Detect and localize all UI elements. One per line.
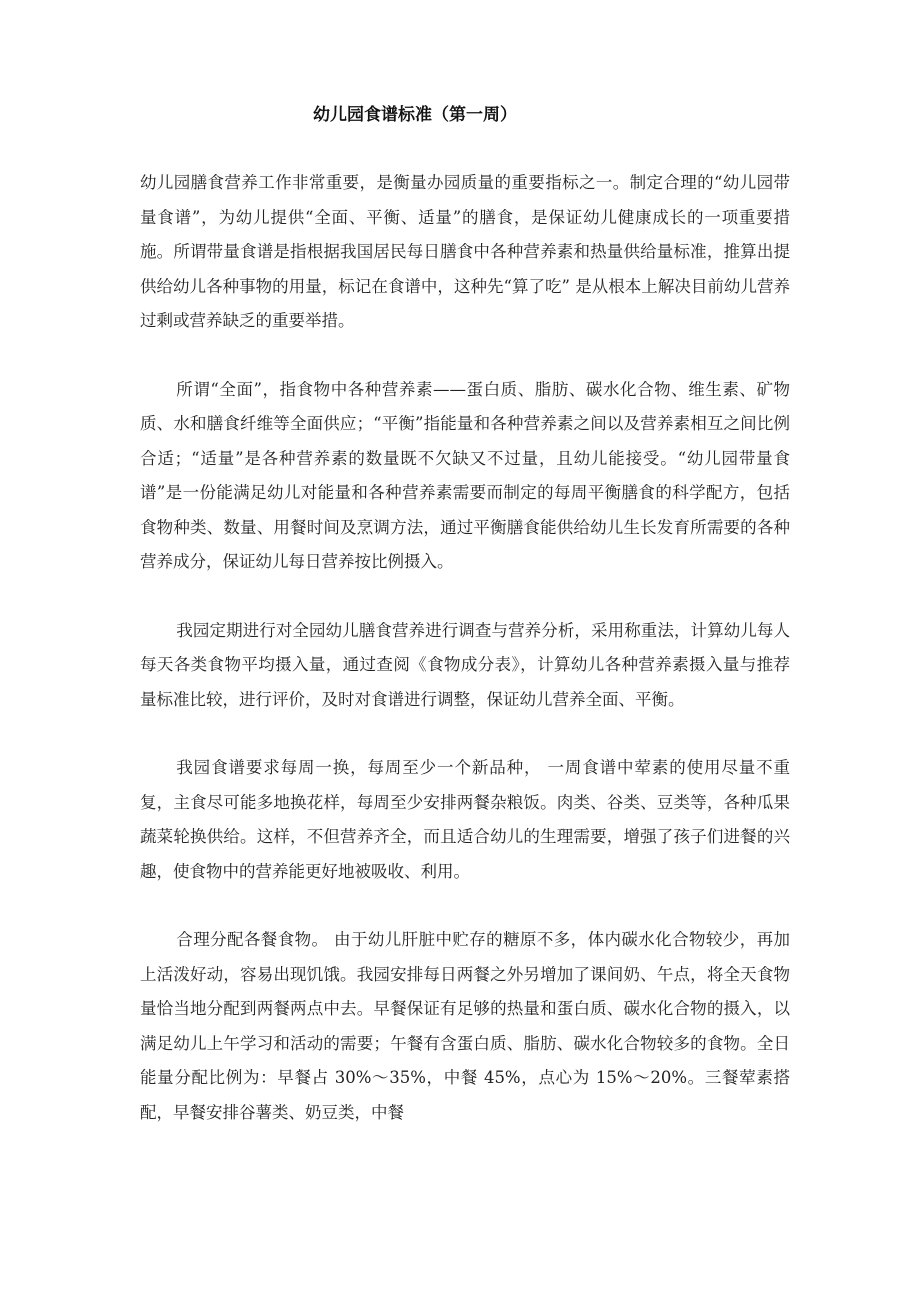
paragraph-meal-distribution: 合理分配各餐食物。 由于幼儿肝脏中贮存的糖原不多，体内碳水化合物较少，再加上活泼好动，容易出现饥饿。我园安排每日两餐之外另增加了课间奶、午点，将全天食物量恰当地分配到两餐两点中去。早餐保证有足够的热量和蛋白质、碳水化合物的摄入，以满足幼儿上午学习和活动的需要；午餐有含蛋白质、脂肪、碳水化合物较多的食物。全日能量分配比例为：早餐占 30%～35%，中餐 45%，点心为 15%～20%。三餐荤素搭配，早餐安排谷薯类、奶豆类，中餐 bbox=[140, 930, 790, 1122]
paragraph-menu-rotation: 我园食谱要求每周一换，每周至少一个新品种， 一周食谱中荤素的使用尽量不重复，主食尽可能多地换花样，每周至少安排两餐杂粮饭。肉类、谷类、豆类等，各种瓜果蔬菜轮换供给。这样，不但营养齐全，而且适合幼儿的生理需要，增强了孩子们进餐的兴趣，使食物中的营养能更好地被吸收、利用。 bbox=[140, 758, 790, 881]
paragraph-definition: 所谓“全面”，指食物中各种营养素——蛋白质、脂肪、碳水化合物、维生素、矿物质、水和膳食纤维等全面供应；“平衡”指能量和各种营养素之间以及营养素相互之间比例合适；“适量”是各种营养素的数量既不欠缺又不过量，且幼儿能接受。“幼儿园带量食谱”是一份能满足幼儿对能量和各种营养素需要而制定的每周平衡膳食的科学配方，包括食物种类、数量、用餐时间及烹调方法，通过平衡膳食能供给幼儿生长发育所需要的各种营养成分，保证幼儿每日营养按比例摄入。 bbox=[140, 379, 790, 571]
document-title: 幼儿园食谱标准（第一周） bbox=[313, 105, 517, 125]
paragraph-survey: 我园定期进行对全园幼儿膳食营养进行调查与营养分析，采用称重法，计算幼儿每人每天各类食物平均摄入量，通过查阅《食物成分表》，计算幼儿各种营养素摄入量与推荐量标准比较，进行评价，及时对食谱进行调整，保证幼儿营养全面、平衡。 bbox=[140, 620, 790, 709]
paragraph-intro: 幼儿园膳食营养工作非常重要，是衡量办园质量的重要指标之一。制定合理的“幼儿园带量食谱”，为幼儿提供“全面、平衡、适量”的膳食，是保证幼儿健康成长的一项重要措施。所谓带量食谱是指根据我国居民每日膳食中各种营养素和热量供给量标准，推算出提供给幼儿各种事物的用量，标记在食谱中，这种先“算了吃” 是从根本上解决目前幼儿营养过剩或营养缺乏的重要举措。 bbox=[140, 173, 790, 330]
document-body bbox=[140, 166, 790, 1164]
